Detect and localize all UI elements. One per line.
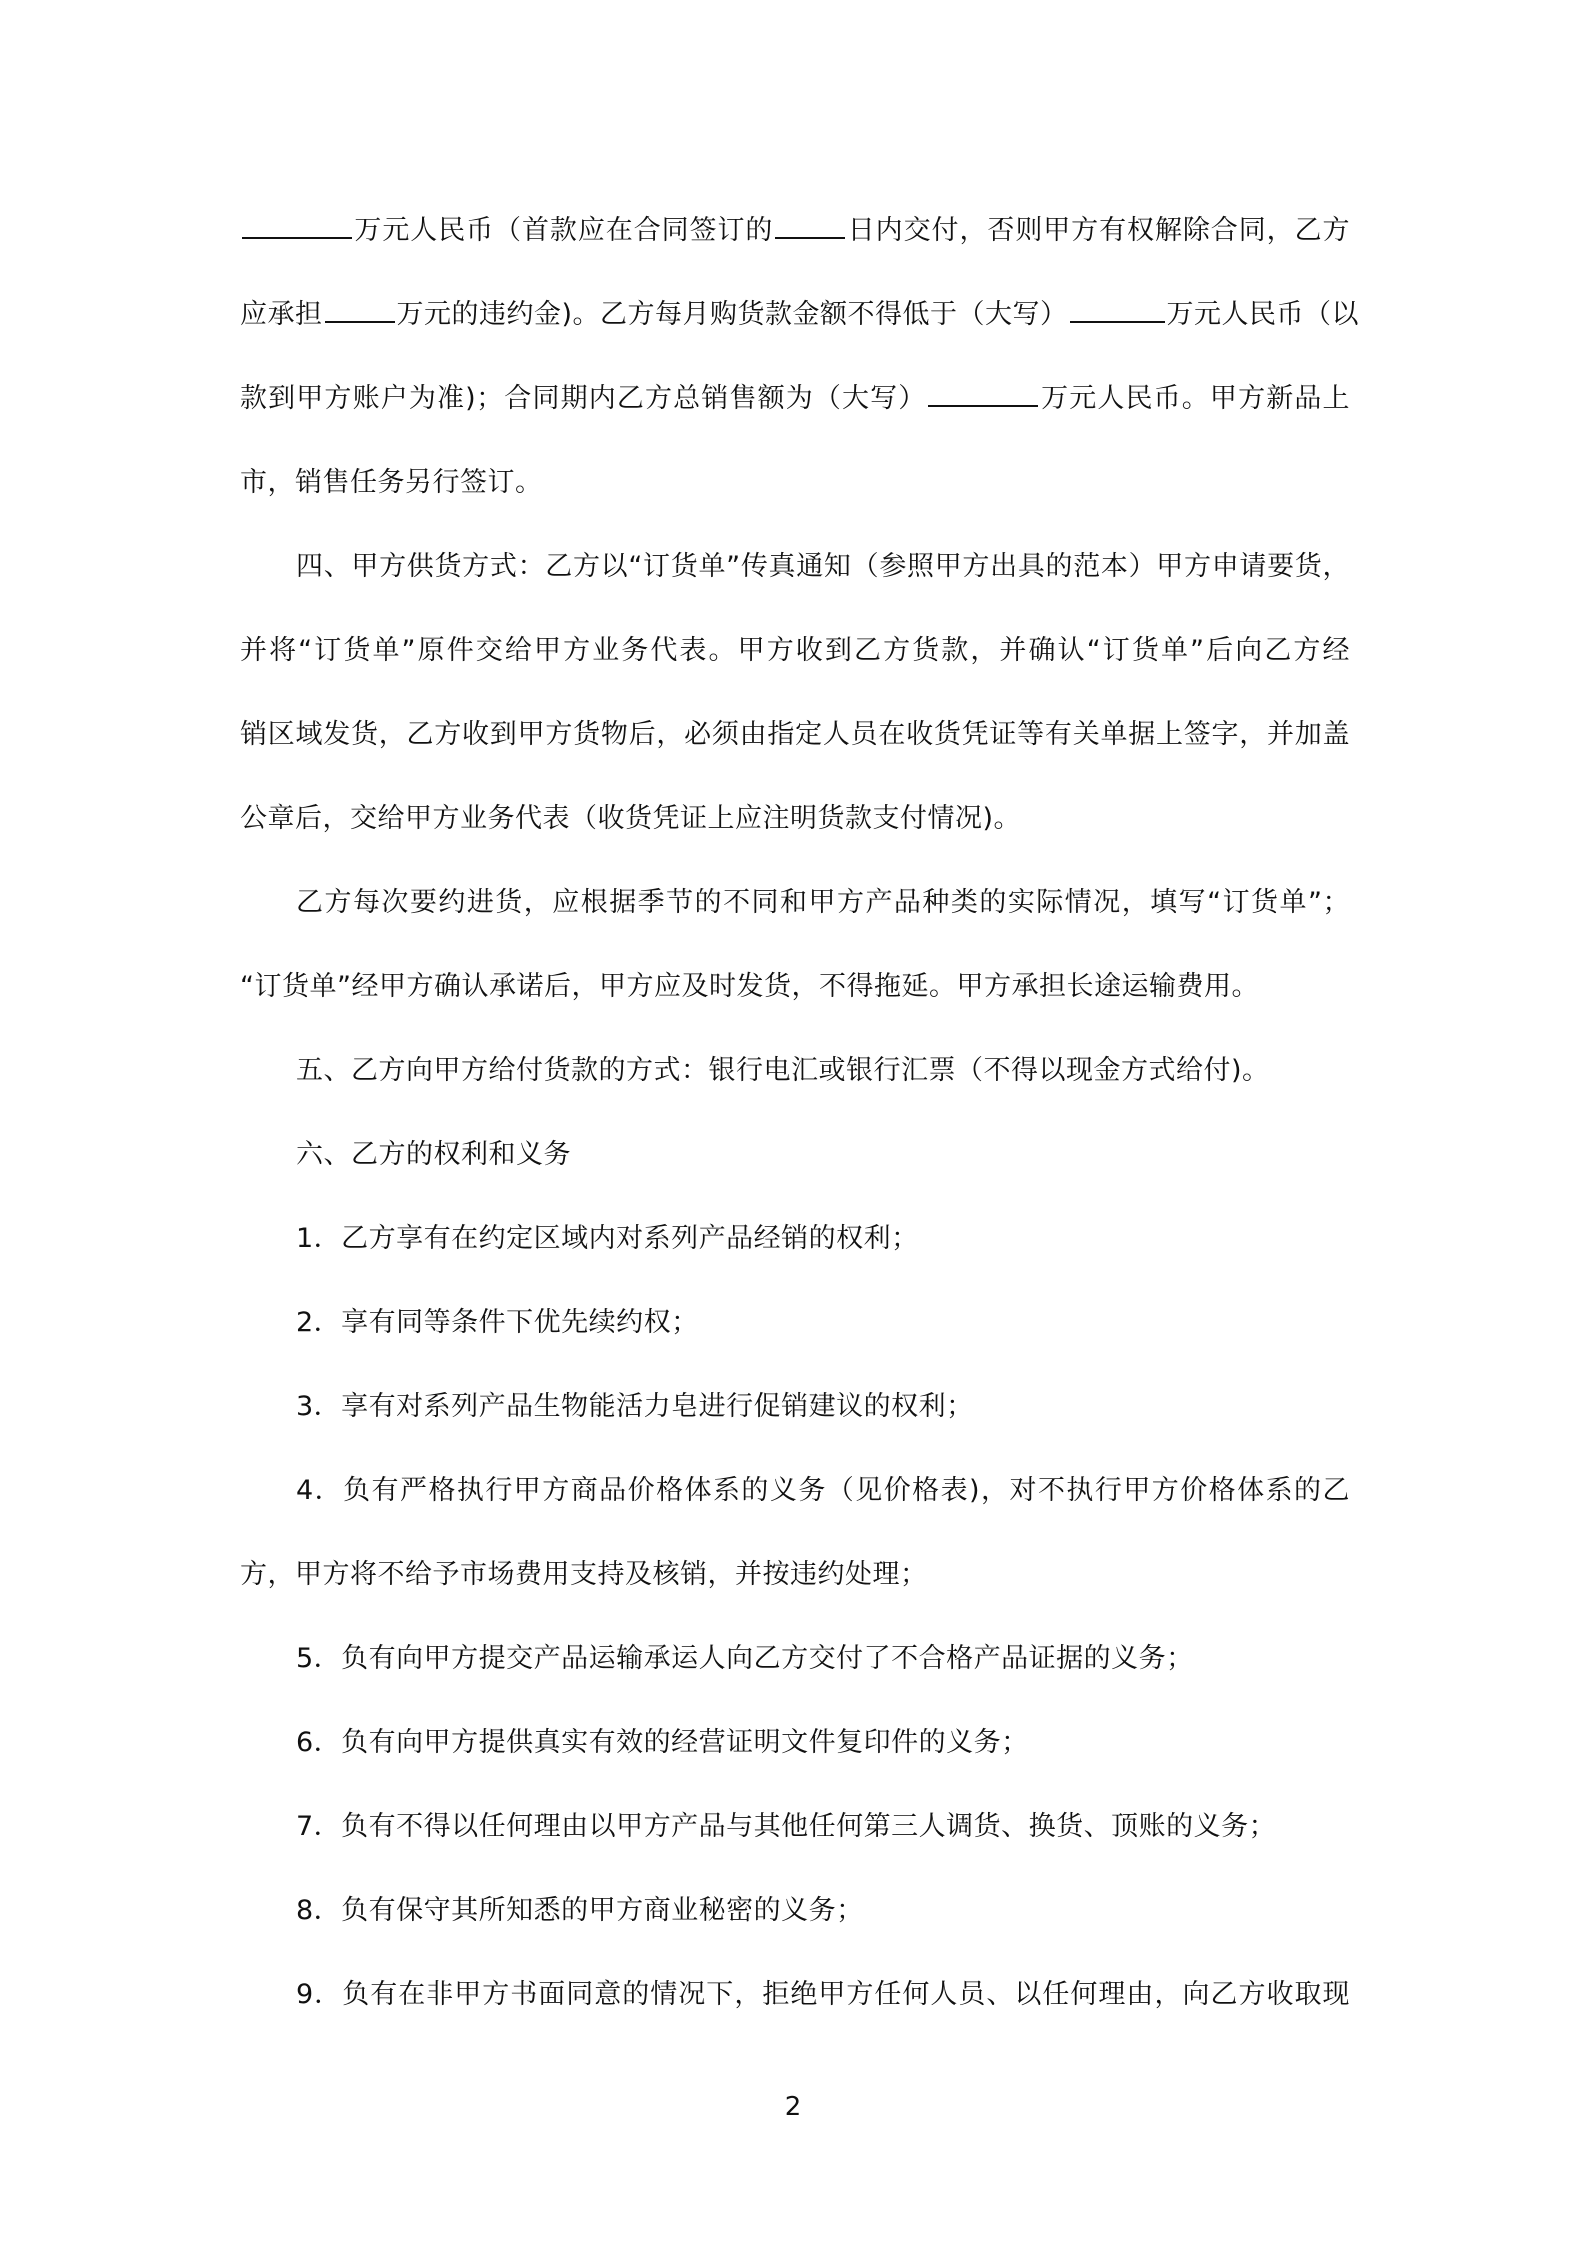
text-segment: 日内交付，否则甲方有权解除合同，乙方 <box>847 215 1351 246</box>
document-body <box>240 200 1360 2048</box>
paragraph-line <box>240 368 1350 452</box>
text-segment: 万元人民币（首款应在合同签订的 <box>354 215 774 246</box>
text-segment: 万元人民币（以 <box>1166 299 1360 330</box>
list-item: 2．享有同等条件下优先续约权； <box>296 1307 699 1338</box>
text-segment: 万元的违约金)。乙方每月购货款金额不得低于（大写） <box>396 299 1068 330</box>
paragraph-line: 并将“订货单”原件交给甲方业务代表。甲方收到乙方货款，并确认“订货单”后向乙方经 <box>240 635 1350 666</box>
fill-in-blank <box>242 207 352 239</box>
list-item: 6．负有向甲方提供真实有效的经营证明文件复印件的义务； <box>296 1727 1029 1758</box>
list-item: 5．负有向甲方提交产品运输承运人向乙方交付了不合格产品证据的义务； <box>296 1643 1194 1674</box>
fill-in-blank <box>928 375 1038 407</box>
paragraph-line: 五、乙方向甲方给付货款的方式：银行电汇或银行汇票（不得以现金方式给付)。 <box>296 1055 1270 1086</box>
paragraph-line <box>240 200 1350 284</box>
paragraph-line: “订货单”经甲方确认承诺后，甲方应及时发货，不得拖延。甲方承担长途运输费用。 <box>240 971 1259 1002</box>
text-segment: 款到甲方账户为准)；合同期内乙方总销售额为（大写） <box>240 383 927 414</box>
paragraph-line: 公章后，交给甲方业务代表（收货凭证上应注明货款支付情况)。 <box>240 803 1022 834</box>
list-item: 3．享有对系列产品生物能活力皂进行促销建议的权利； <box>296 1391 974 1422</box>
paragraph-line: 销区域发货，乙方收到甲方货物后，必须由指定人员在收货凭证等有关单据上签字，并加盖 <box>240 719 1350 750</box>
fill-in-blank <box>1070 291 1165 323</box>
paragraph-line: 市，销售任务另行签订。 <box>240 467 543 498</box>
text-segment: 应承担 <box>240 299 323 330</box>
section-heading: 六、乙方的权利和义务 <box>296 1139 571 1170</box>
page-number: 2 <box>784 2092 802 2122</box>
text-segment: 万元人民币。甲方新品上 <box>1040 383 1350 414</box>
list-item: 7．负有不得以任何理由以甲方产品与其他任何第三人调货、换货、顶账的义务； <box>296 1811 1277 1842</box>
fill-in-blank <box>325 291 395 323</box>
paragraph-line: 四、甲方供货方式：乙方以“订货单”传真通知（参照甲方出具的范本）甲方申请要货， <box>296 551 1350 582</box>
list-item: 1．乙方享有在约定区域内对系列产品经销的权利； <box>296 1223 919 1254</box>
list-item: 8．负有保守其所知悉的甲方商业秘密的义务； <box>296 1895 864 1926</box>
paragraph-line <box>240 284 1360 368</box>
paragraph-line: 乙方每次要约进货，应根据季节的不同和甲方产品种类的实际情况，填写“订货单”； <box>296 887 1350 918</box>
list-item-continuation: 方，甲方将不给予市场费用支持及核销，并按违约处理； <box>240 1559 928 1590</box>
list-item: 9．负有在非甲方书面同意的情况下，拒绝甲方任何人员、以任何理由，向乙方收取现 <box>296 1979 1350 2010</box>
list-item: 4．负有严格执行甲方商品价格体系的义务（见价格表)，对不执行甲方价格体系的乙 <box>296 1475 1350 1506</box>
fill-in-blank <box>775 207 845 239</box>
